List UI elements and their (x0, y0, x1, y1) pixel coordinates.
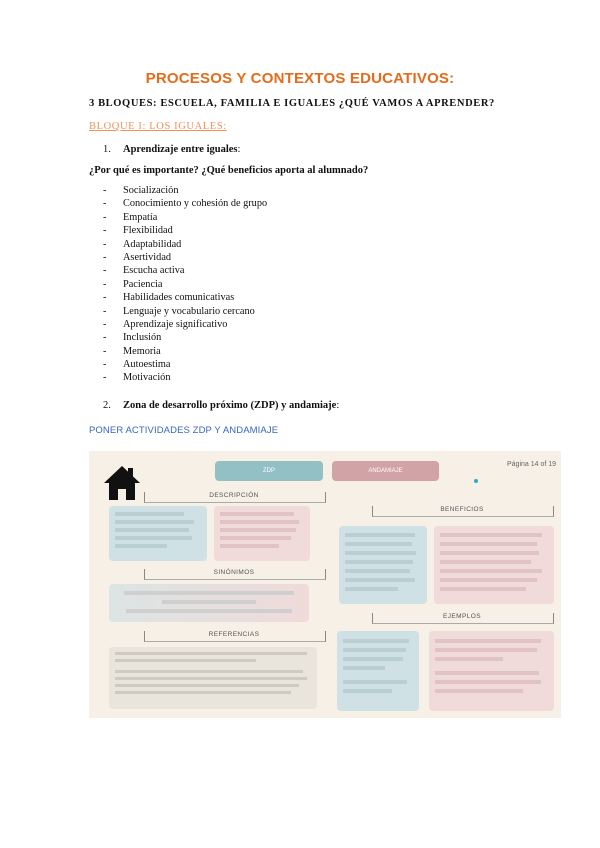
list-bullet: - (103, 198, 107, 210)
benefit-label: Autoestima (123, 359, 171, 371)
section-2-suffix: : (336, 400, 340, 411)
benefit-item (103, 251, 267, 264)
tab-andamiaje[interactable]: ANDAMIAJE (332, 461, 439, 481)
benefit-label: Motivación (123, 372, 171, 384)
benefit-item (103, 211, 267, 224)
list-bullet: - (103, 332, 107, 344)
marker-dot (474, 479, 478, 483)
list-bullet: - (103, 211, 107, 223)
beneficios-card-andamiaje (434, 526, 554, 604)
ejemplos-card-zdp (337, 631, 419, 711)
sinonimos-card (109, 584, 309, 622)
page-indicator: Página 14 of 19 (507, 461, 557, 468)
list-bullet: - (103, 238, 107, 250)
benefit-label: Socialización (123, 185, 179, 196)
benefit-item (103, 238, 267, 251)
benefits-list (103, 184, 267, 385)
benefit-label: Paciencia (123, 278, 163, 290)
sinonimos-heading: SINÓNIMOS (213, 569, 255, 576)
section-1-label: Aprendizaje entre iguales (123, 144, 238, 155)
zdp-infographic (89, 451, 561, 718)
list-bullet: - (103, 372, 107, 384)
beneficios-card-zdp (339, 526, 427, 604)
activities-link[interactable]: PONER ACTIVIDADES ZDP Y ANDAMIAJE (89, 425, 279, 436)
ejemplos-heading: EJEMPLOS (443, 613, 481, 620)
benefit-item (103, 358, 267, 371)
home-icon (103, 464, 141, 502)
benefit-item (103, 305, 267, 318)
benefits-question: ¿Por qué es importante? ¿Qué beneficios aporta al alumnado? (89, 165, 369, 176)
tab-zdp[interactable]: ZDP (215, 461, 323, 481)
list-bullet: - (103, 345, 107, 357)
benefit-item (103, 318, 267, 331)
section-1-suffix: : (237, 144, 241, 155)
benefit-label: Memoria (123, 345, 161, 357)
benefit-label: Adaptabilidad (123, 238, 182, 250)
benefit-item (103, 197, 267, 210)
list-bullet: - (103, 251, 107, 263)
list-bullet: - (103, 265, 107, 277)
beneficios-heading: BENEFICIOS (440, 506, 484, 513)
section-1-heading (103, 144, 240, 155)
benefit-label: Aprendizaje significativo (123, 318, 228, 330)
list-bullet: - (103, 359, 107, 371)
benefit-item (103, 264, 267, 277)
list-bullet: - (103, 292, 107, 304)
descripcion-card-andamiaje (214, 506, 310, 561)
page-subtitle: 3 BLOQUES: ESCUELA, FAMILIA E IGUALES ¿QUÉ VAMOS A APRENDER? (89, 98, 495, 109)
benefit-label: Empatía (123, 211, 158, 223)
list-bullet: - (103, 225, 107, 237)
benefit-label: Asertividad (123, 251, 172, 263)
list-bullet: - (103, 305, 107, 317)
referencias-heading: REFERENCIAS (208, 631, 260, 638)
benefit-label: Escucha activa (123, 265, 185, 277)
ejemplos-card-andamiaje (429, 631, 554, 711)
list-bullet: - (103, 318, 107, 330)
benefit-item (103, 224, 267, 237)
benefit-label: Habilidades comunicativas (123, 292, 235, 304)
section-1-number: 1. (103, 144, 111, 155)
benefit-label: Lenguaje y vocabulario cercano (123, 305, 255, 317)
benefit-item (103, 345, 267, 358)
benefit-item (103, 278, 267, 291)
referencias-card (109, 647, 317, 709)
benefit-label: Flexibilidad (123, 225, 173, 237)
section-2-label: Zona de desarrollo próximo (ZDP) y andamiaje (123, 400, 337, 411)
list-bullet: - (103, 278, 107, 290)
benefit-label: Conocimiento y cohesión de grupo (123, 198, 268, 210)
benefit-label: Inclusión (123, 332, 162, 344)
section-2-heading (103, 400, 339, 411)
section-2-number: 2. (103, 400, 111, 411)
benefit-item (103, 371, 267, 384)
page-title: PROCESOS Y CONTEXTOS EDUCATIVOS: (145, 70, 455, 87)
benefit-item (103, 291, 267, 304)
block-heading: BLOQUE I: LOS IGUALES: (89, 121, 227, 132)
descripcion-heading: DESCRIPCIÓN (209, 492, 259, 499)
list-bullet: - (103, 185, 107, 196)
benefit-item (103, 331, 267, 344)
descripcion-card-zdp (109, 506, 207, 561)
benefit-item (103, 184, 267, 197)
